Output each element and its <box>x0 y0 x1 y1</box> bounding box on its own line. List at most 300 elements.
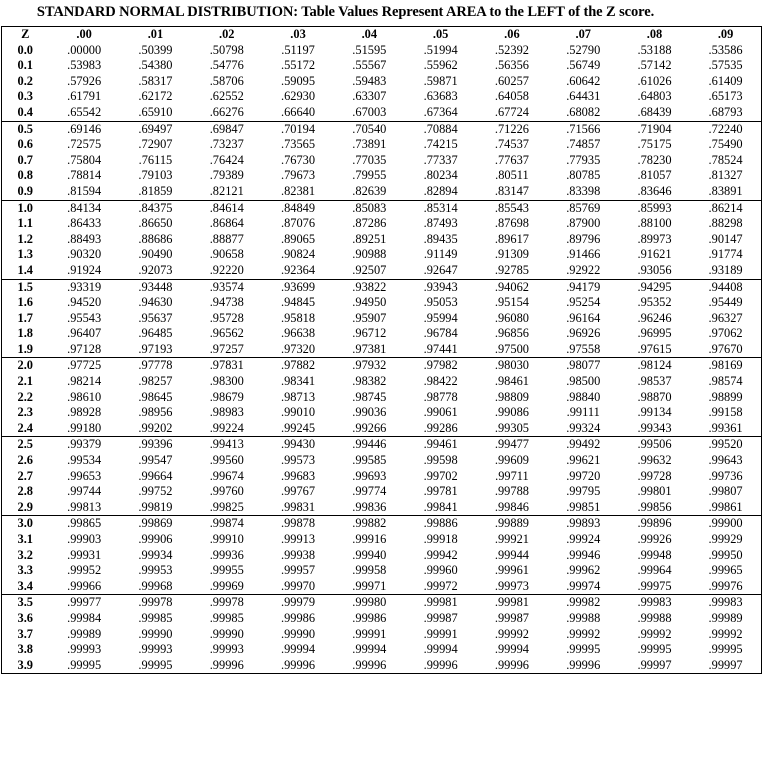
row-header-z: 2.5 <box>2 437 49 453</box>
table-cell: .99869 <box>120 516 191 532</box>
table-row <box>2 405 762 421</box>
table-cell: .99988 <box>566 610 601 625</box>
table-cell: .93822 <box>334 279 405 295</box>
table-cell: .63683 <box>423 89 458 104</box>
table-row <box>2 74 762 90</box>
table-cell: .99972 <box>423 578 458 593</box>
column-header-03: .03 <box>290 27 306 41</box>
table-cell: .86650 <box>138 216 173 231</box>
table-cell: .99991 <box>423 626 458 641</box>
table-cell: .55567 <box>352 58 387 73</box>
table-row <box>2 658 762 674</box>
table-cell: .98257 <box>138 374 173 389</box>
table-cell: .74857 <box>566 137 601 152</box>
table-cell: .99918 <box>423 532 458 546</box>
table-cell: .88877 <box>209 231 244 246</box>
row-header-z: 1.4 <box>17 262 33 277</box>
table-cell: .99831 <box>281 499 316 514</box>
table-cell: .83891 <box>708 183 743 198</box>
table-cell: .89251 <box>352 231 387 246</box>
table-cell: .99955 <box>209 563 244 578</box>
table-cell: .95053 <box>423 295 458 310</box>
table-cell: .99981 <box>405 595 476 611</box>
table-row <box>2 153 762 169</box>
table-row <box>2 453 762 469</box>
table-cell: .86864 <box>209 216 244 231</box>
table-cell: .72907 <box>138 137 173 152</box>
table-cell: .69146 <box>49 121 120 137</box>
table-cell: .56749 <box>566 58 601 73</box>
table-cell: .81327 <box>708 168 743 183</box>
table-cell: .99774 <box>352 484 387 499</box>
row-header-z: 3.0 <box>2 516 49 532</box>
table-cell: .99929 <box>708 532 743 546</box>
row-header-z: 2.3 <box>17 405 33 420</box>
table-cell: .99978 <box>191 595 262 611</box>
table-cell: .99970 <box>281 578 316 593</box>
table-cell: .99632 <box>637 453 672 468</box>
table-cell: .99995 <box>566 642 601 657</box>
table-cell: .71566 <box>548 121 619 137</box>
table-cell: .60642 <box>566 73 601 88</box>
table-cell: .99957 <box>281 563 316 578</box>
table-cell: .99990 <box>138 626 173 641</box>
table-cell: .66276 <box>209 104 244 119</box>
table-cell: .99987 <box>423 610 458 625</box>
table-row <box>2 326 762 342</box>
table-cell: .79955 <box>352 168 387 183</box>
table-cell: .82894 <box>423 183 458 198</box>
table-cell: .98645 <box>138 389 173 404</box>
table-cell: .99086 <box>494 405 529 420</box>
row-header-z: 2.8 <box>17 484 33 499</box>
table-cell: .85543 <box>476 200 547 216</box>
table-cell: .99938 <box>281 547 316 562</box>
table-cell: .99846 <box>494 499 529 514</box>
table-cell: .87900 <box>566 216 601 231</box>
table-cell: .92220 <box>209 262 244 277</box>
row-header-z: 3.3 <box>17 563 33 578</box>
table-cell: .99992 <box>637 626 672 641</box>
table-cell: .96784 <box>423 326 458 341</box>
table-cell: .67003 <box>352 104 387 119</box>
table-cell: .99010 <box>281 405 316 420</box>
table-cell: .99856 <box>637 499 672 514</box>
table-cell: .62552 <box>209 89 244 104</box>
table-cell: .91621 <box>637 247 672 262</box>
table-row <box>2 374 762 390</box>
table-cell: .79389 <box>209 168 244 183</box>
table-cell: .95728 <box>209 310 244 325</box>
table-cell: .99882 <box>334 516 405 532</box>
table-cell: .99986 <box>352 610 387 625</box>
table-body <box>2 43 762 674</box>
table-cell: .92364 <box>281 262 316 277</box>
table-cell: .99910 <box>209 532 244 546</box>
row-header-z: 0.9 <box>17 183 33 198</box>
table-cell: .98983 <box>209 405 244 420</box>
table-cell: .53586 <box>708 42 743 57</box>
table-cell: .99653 <box>67 468 102 483</box>
table-cell: .95543 <box>67 310 102 325</box>
table-cell: .63307 <box>352 89 387 104</box>
table-cell: .97831 <box>191 358 262 374</box>
table-cell: .83147 <box>494 183 529 198</box>
row-header-z: 0.1 <box>17 58 33 73</box>
table-cell: .96327 <box>708 310 743 325</box>
table-row <box>2 595 762 611</box>
table-cell: .98537 <box>637 374 672 389</box>
table-cell: .99744 <box>67 484 102 499</box>
table-cell: .91466 <box>566 247 601 262</box>
table-cell: .00000 <box>67 42 102 57</box>
table-cell: .99996 <box>352 657 387 672</box>
table-cell: .78524 <box>708 152 743 167</box>
row-header-z: 2.0 <box>2 358 49 374</box>
table-cell: .99983 <box>619 595 690 611</box>
table-cell: .98300 <box>209 374 244 389</box>
table-cell: .99896 <box>619 516 690 532</box>
table-cell: .98214 <box>67 374 102 389</box>
table-cell: .76730 <box>281 152 316 167</box>
table-cell: .99964 <box>637 563 672 578</box>
table-cell: .97558 <box>566 341 601 356</box>
table-cell: .74537 <box>494 137 529 152</box>
table-cell: .99926 <box>637 532 672 546</box>
table-cell: .99560 <box>209 453 244 468</box>
table-cell: .99036 <box>352 405 387 420</box>
table-cell: .99982 <box>548 595 619 611</box>
table-cell: .98077 <box>548 358 619 374</box>
table-cell: .99992 <box>708 626 743 641</box>
table-cell: .99180 <box>67 420 102 435</box>
table-cell: .99547 <box>138 453 173 468</box>
table-cell: .97500 <box>494 341 529 356</box>
table-cell: .99886 <box>405 516 476 532</box>
table-cell: .51994 <box>423 42 458 57</box>
table-cell: .98809 <box>494 389 529 404</box>
table-cell: .88493 <box>67 231 102 246</box>
table-cell: .99324 <box>566 420 601 435</box>
table-cell: .99946 <box>566 547 601 562</box>
table-cell: .98422 <box>423 374 458 389</box>
table-cell: .59483 <box>352 73 387 88</box>
table-cell: .88686 <box>138 231 173 246</box>
table-cell: .99995 <box>67 657 102 672</box>
table-cell: .99520 <box>690 437 761 453</box>
table-cell: .99878 <box>262 516 333 532</box>
table-cell: .50399 <box>138 42 173 57</box>
table-cell: .96638 <box>281 326 316 341</box>
table-cell: .85314 <box>405 200 476 216</box>
table-cell: .99975 <box>637 578 672 593</box>
table-row <box>2 437 762 453</box>
table-cell: .99573 <box>281 453 316 468</box>
table-row <box>2 89 762 105</box>
table-cell: .80785 <box>566 168 601 183</box>
table-cell: .99934 <box>138 547 173 562</box>
table-cell: .61409 <box>708 73 743 88</box>
column-header-08: .08 <box>646 27 663 41</box>
table-cell: .88100 <box>637 216 672 231</box>
table-cell: .99621 <box>566 453 601 468</box>
table-cell: .99987 <box>494 610 529 625</box>
row-header-z: 0.2 <box>17 73 33 88</box>
row-header-z: 2.2 <box>17 389 33 404</box>
table-cell: .98124 <box>619 358 690 374</box>
table-cell: .99683 <box>281 468 316 483</box>
table-cell: .71226 <box>476 121 547 137</box>
table-cell: .98574 <box>708 374 743 389</box>
table-cell: .99736 <box>708 468 743 483</box>
table-cell: .99760 <box>209 484 244 499</box>
table-cell: .80234 <box>423 168 458 183</box>
table-cell: .81057 <box>637 168 672 183</box>
table-cell: .79103 <box>138 168 173 183</box>
table-cell: .94408 <box>690 279 761 295</box>
table-cell: .90658 <box>209 247 244 262</box>
table-cell: .98500 <box>566 374 601 389</box>
table-cell: .96856 <box>494 326 529 341</box>
table-cell: .78230 <box>637 152 672 167</box>
table-cell: .99916 <box>352 532 387 546</box>
table-cell: .99643 <box>708 453 743 468</box>
column-header-z: Z <box>21 27 30 41</box>
table-cell: .89796 <box>566 231 601 246</box>
table-cell: .99940 <box>352 547 387 562</box>
table-cell: .99948 <box>637 547 672 562</box>
table-cell: .85769 <box>548 200 619 216</box>
table-cell: .79673 <box>281 168 316 183</box>
table-cell: .71904 <box>619 121 690 137</box>
row-header-z: 3.2 <box>17 547 33 562</box>
table-cell: .99985 <box>209 610 244 625</box>
table-cell: .99430 <box>262 437 333 453</box>
table-cell: .81594 <box>67 183 102 198</box>
table-cell: .96246 <box>637 310 672 325</box>
table-row <box>2 642 762 658</box>
table-cell: .77337 <box>423 152 458 167</box>
table-cell: .61791 <box>67 89 102 104</box>
table-cell: .59095 <box>281 73 316 88</box>
table-cell: .87493 <box>423 216 458 231</box>
table-cell: .95254 <box>566 295 601 310</box>
table-cell: .95449 <box>708 295 743 310</box>
table-header <box>2 27 762 43</box>
row-header-z: 3.1 <box>17 532 33 546</box>
table-cell: .99865 <box>49 516 120 532</box>
table-cell: .99534 <box>67 453 102 468</box>
table-cell: .68793 <box>708 104 743 119</box>
table-cell: .92507 <box>352 262 387 277</box>
table-cell: .97193 <box>138 341 173 356</box>
table-cell: .62930 <box>281 89 316 104</box>
table-row <box>2 168 762 184</box>
table-cell: .99158 <box>708 405 743 420</box>
table-cell: .99979 <box>262 595 333 611</box>
table-cell: .98341 <box>281 374 316 389</box>
table-cell: .99993 <box>138 642 173 657</box>
table-row <box>2 484 762 500</box>
table-cell: .73237 <box>209 137 244 152</box>
table-cell: .99953 <box>138 563 173 578</box>
table-row <box>2 358 762 374</box>
table-cell: .99990 <box>209 626 244 641</box>
standard-normal-distribution-table <box>1 26 762 674</box>
table-cell: .69847 <box>191 121 262 137</box>
table-cell: .91924 <box>67 262 102 277</box>
table-cell: .84614 <box>191 200 262 216</box>
table-cell: .52392 <box>494 42 529 57</box>
table-cell: .97441 <box>423 341 458 356</box>
table-cell: .72575 <box>67 137 102 152</box>
table-cell: .54776 <box>209 58 244 73</box>
table-cell: .65910 <box>138 104 173 119</box>
table-cell: .95637 <box>138 310 173 325</box>
table-cell: .61026 <box>637 73 672 88</box>
table-cell: .82381 <box>281 183 316 198</box>
table-cell: .90988 <box>352 247 387 262</box>
table-cell: .91774 <box>708 247 743 262</box>
table-cell: .54380 <box>138 58 173 73</box>
table-cell: .99989 <box>708 610 743 625</box>
table-cell: .93056 <box>637 262 672 277</box>
table-cell: .99674 <box>209 468 244 483</box>
table-cell: .99906 <box>138 532 173 546</box>
table-cell: .97670 <box>708 341 743 356</box>
table-row <box>2 105 762 121</box>
table-cell: .53983 <box>67 58 102 73</box>
table-cell: .98899 <box>708 389 743 404</box>
table-cell: .97725 <box>49 358 120 374</box>
table-cell: .93319 <box>49 279 120 295</box>
table-cell: .51595 <box>352 42 387 57</box>
table-cell: .99807 <box>708 484 743 499</box>
table-cell: .99781 <box>423 484 458 499</box>
table-cell: .83398 <box>566 183 601 198</box>
table-cell: .68082 <box>566 104 601 119</box>
table-cell: .99664 <box>138 468 173 483</box>
table-cell: .99379 <box>49 437 120 453</box>
table-cell: .99971 <box>352 578 387 593</box>
table-cell: .99981 <box>476 595 547 611</box>
table-cell: .99996 <box>494 657 529 672</box>
table-cell: .94179 <box>548 279 619 295</box>
table-cell: .77935 <box>566 152 601 167</box>
table-row <box>2 58 762 74</box>
table-cell: .99931 <box>67 547 102 562</box>
row-header-z: 3.8 <box>17 642 33 657</box>
table-cell: .96407 <box>67 326 102 341</box>
table-cell: .98928 <box>67 405 102 420</box>
row-header-z: 1.9 <box>17 341 33 356</box>
table-cell: .97320 <box>281 341 316 356</box>
table-cell: .64431 <box>566 89 601 104</box>
table-cell: .99728 <box>637 468 672 483</box>
table-cell: .94062 <box>476 279 547 295</box>
table-cell: .90320 <box>67 247 102 262</box>
table-cell: .99361 <box>708 420 743 435</box>
table-cell: .75804 <box>67 152 102 167</box>
table-cell: .57142 <box>637 58 672 73</box>
table-cell: .99788 <box>494 484 529 499</box>
table-cell: .99984 <box>67 610 102 625</box>
column-header-07: .07 <box>575 27 591 41</box>
table-cell: .99988 <box>637 610 672 625</box>
table-cell: .66640 <box>281 104 316 119</box>
table-cell: .99767 <box>281 484 316 499</box>
table-cell: .99305 <box>494 420 529 435</box>
table-cell: .99997 <box>637 657 672 672</box>
table-cell: .86433 <box>67 216 102 231</box>
table-row <box>2 216 762 232</box>
row-header-z: 0.4 <box>17 104 33 119</box>
table-cell: .99134 <box>637 405 672 420</box>
table-cell: .97615 <box>637 341 672 356</box>
table-cell: .96080 <box>494 310 529 325</box>
table-cell: .96712 <box>352 326 387 341</box>
table-cell: .52790 <box>566 42 601 57</box>
row-header-z: 1.2 <box>17 231 33 246</box>
table-cell: .73891 <box>352 137 387 152</box>
table-cell: .70540 <box>334 121 405 137</box>
table-cell: .97257 <box>209 341 244 356</box>
table-cell: .99996 <box>209 657 244 672</box>
table-cell: .99900 <box>690 516 761 532</box>
table-cell: .98461 <box>494 374 529 389</box>
table-cell: .93699 <box>262 279 333 295</box>
table-cell: .95818 <box>281 310 316 325</box>
table-cell: .99969 <box>209 578 244 593</box>
table-cell: .85083 <box>334 200 405 216</box>
row-header-z: 1.7 <box>17 310 33 325</box>
table-cell: .99413 <box>191 437 262 453</box>
table-cell: .99991 <box>352 626 387 641</box>
table-cell: .98610 <box>67 389 102 404</box>
table-cell: .99693 <box>352 468 387 483</box>
table-cell: .99966 <box>67 578 102 593</box>
table-row <box>2 500 762 516</box>
table-cell: .96995 <box>637 326 672 341</box>
table-cell: .99461 <box>405 437 476 453</box>
table-cell: .59871 <box>423 73 458 88</box>
row-header-z: 3.4 <box>17 578 33 593</box>
table-cell: .98840 <box>566 389 601 404</box>
row-header-z: 0.0 <box>17 42 33 57</box>
table-cell: .99396 <box>120 437 191 453</box>
table-cell: .91149 <box>423 247 458 262</box>
table-cell: .84849 <box>262 200 333 216</box>
table-cell: .97882 <box>262 358 333 374</box>
table-cell: .86214 <box>690 200 761 216</box>
table-cell: .98745 <box>352 389 387 404</box>
table-cell: .96485 <box>138 326 173 341</box>
table-cell: .98679 <box>209 389 244 404</box>
table-cell: .99477 <box>476 437 547 453</box>
row-header-z: 1.8 <box>17 326 33 341</box>
table-row <box>2 579 762 595</box>
table-cell: .70884 <box>405 121 476 137</box>
table-cell: .98030 <box>476 358 547 374</box>
table-row <box>2 184 762 200</box>
table-cell: .68439 <box>637 104 672 119</box>
table-row <box>2 516 762 532</box>
row-header-z: 1.3 <box>17 247 33 262</box>
table-cell: .99980 <box>334 595 405 611</box>
table-cell: .94295 <box>619 279 690 295</box>
table-cell: .99893 <box>548 516 619 532</box>
table-cell: .84134 <box>49 200 120 216</box>
